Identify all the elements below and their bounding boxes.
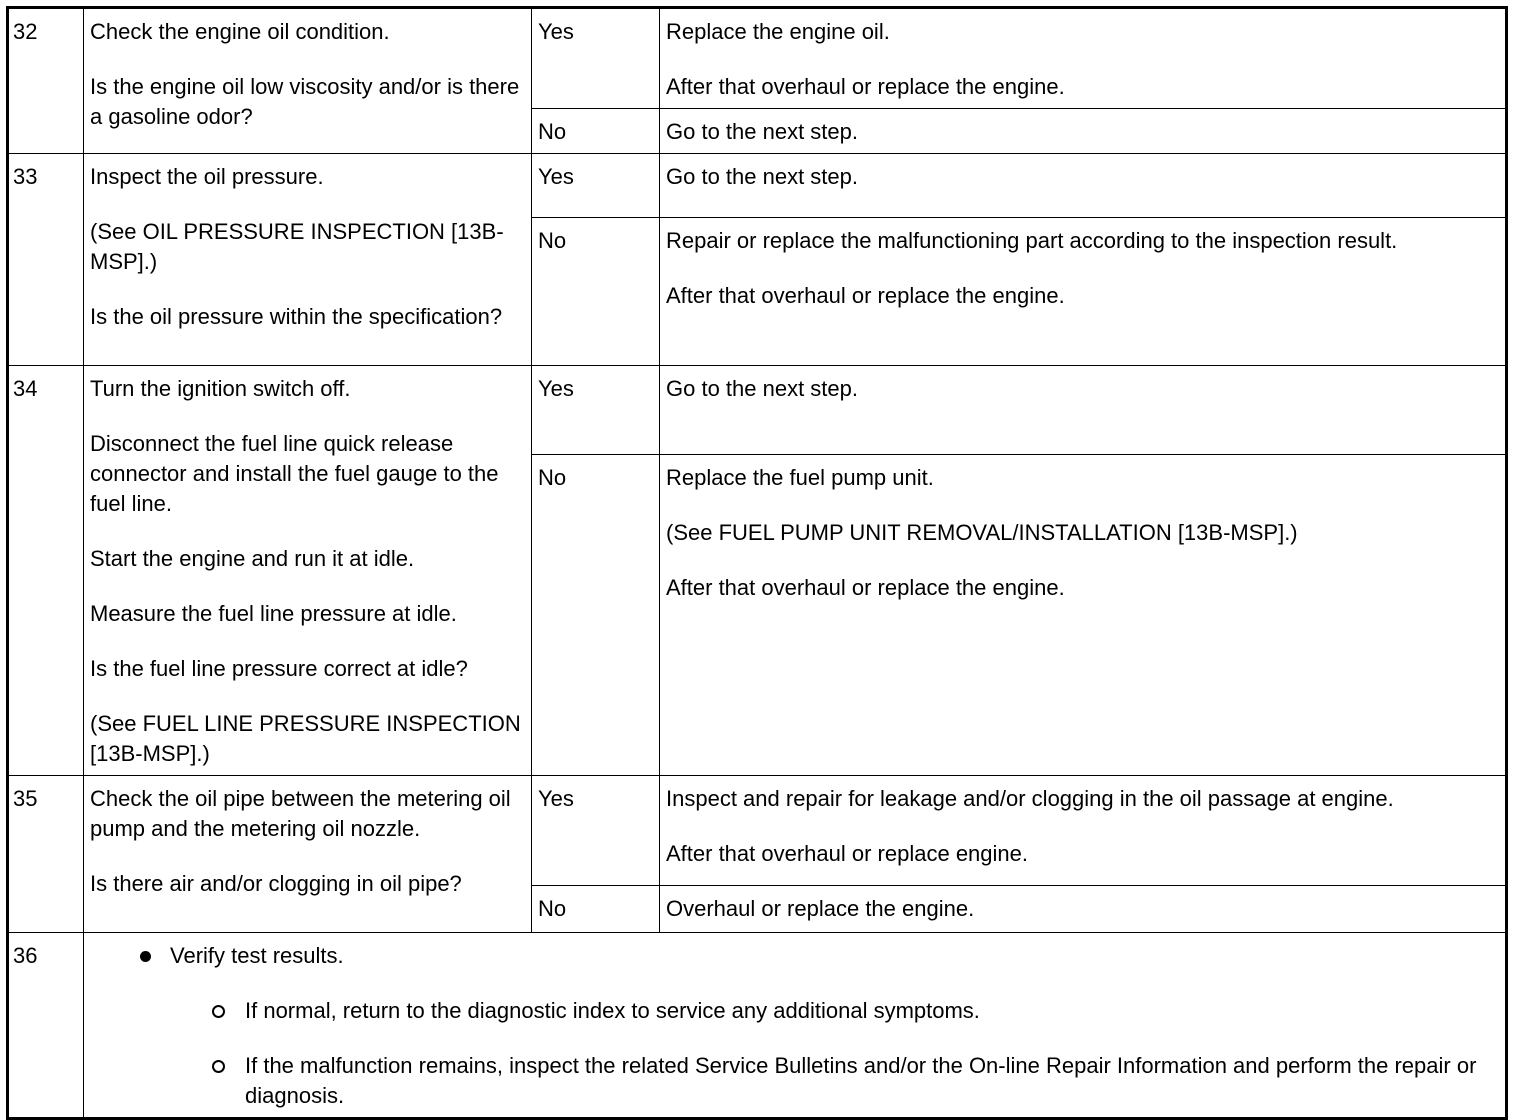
action-text: Start the engine and run it at idle.	[90, 546, 415, 571]
step-row-33	[8, 154, 1507, 218]
step-action	[84, 366, 532, 776]
result-text: Replace the engine oil.	[666, 19, 890, 44]
no-label: No	[532, 109, 660, 154]
step-action	[84, 8, 532, 154]
result-text: Go to the next step.	[666, 376, 859, 401]
step-number: 32	[8, 8, 84, 154]
no-result	[660, 454, 1507, 775]
bullet-list	[90, 941, 1499, 1111]
no-result	[660, 218, 1507, 366]
no-label: No	[532, 454, 660, 775]
action-text: Turn the ignition switch off.	[90, 376, 351, 401]
result-text: (See FUEL PUMP UNIT REMOVAL/INSTALLATION [13B-MSP].)	[666, 519, 1298, 545]
step-number: 34	[8, 366, 84, 776]
sub-bullet-list	[170, 996, 1499, 1111]
action-text: (See OIL PRESSURE INSPECTION [13B-MSP].)	[90, 219, 504, 274]
result-text: Go to the next step.	[666, 119, 859, 144]
bullet-item	[137, 941, 1499, 1111]
step-number: 35	[8, 776, 84, 933]
step-number: 33	[8, 154, 84, 366]
yes-label: Yes	[532, 154, 660, 218]
step-action	[84, 154, 532, 366]
action-text: Measure the fuel line pressure at idle.	[90, 601, 457, 626]
step-action	[84, 776, 532, 933]
no-label: No	[532, 886, 660, 933]
action-text: Is the fuel line pressure correct at idle?	[90, 656, 468, 681]
final-step-content	[84, 933, 1507, 1119]
step-row-36	[8, 933, 1507, 1119]
yes-label: Yes	[532, 366, 660, 455]
result-text: Go to the next step.	[666, 164, 859, 189]
action-text: Disconnect the fuel line quick release connector and install the fuel gauge to the fuel line.	[90, 431, 499, 516]
diagnostic-procedure-table	[6, 6, 1508, 1120]
sub-bullet-item: If normal, return to the diagnostic index to service any additional symptoms.	[212, 996, 1499, 1026]
yes-label: Yes	[532, 776, 660, 886]
no-result	[660, 886, 1507, 933]
result-text: Inspect and repair for leakage and/or clogging in the oil passage at engine.	[666, 786, 1394, 811]
result-text: After that overhaul or replace engine.	[666, 841, 1029, 866]
yes-result	[660, 776, 1507, 886]
action-text: Check the engine oil condition.	[90, 19, 390, 44]
step-number: 36	[8, 933, 84, 1119]
step-row-35	[8, 776, 1507, 886]
step-row-32	[8, 8, 1507, 109]
step-row-34	[8, 366, 1507, 455]
sub-bullet-item: If the malfunction remains, inspect the related Service Bulletins and/or the On-line Repair Information and perform the repair or diagnosis.	[212, 1051, 1499, 1111]
yes-result	[660, 8, 1507, 109]
action-text: Inspect the oil pressure.	[90, 164, 324, 189]
yes-label: Yes	[532, 8, 660, 109]
result-text: After that overhaul or replace the engine.	[666, 283, 1065, 308]
result-text: After that overhaul or replace the engine.	[666, 574, 1065, 600]
no-result	[660, 109, 1507, 154]
bullet-text: Verify test results.	[170, 943, 344, 968]
result-text: Repair or replace the malfunctioning part according to the inspection result.	[666, 228, 1398, 253]
action-text: Check the oil pipe between the metering oil pump and the metering oil nozzle.	[90, 786, 511, 841]
result-text: Replace the fuel pump unit.	[666, 464, 934, 490]
yes-result	[660, 154, 1507, 218]
action-text: (See FUEL LINE PRESSURE INSPECTION [13B-MSP].)	[90, 711, 521, 766]
action-text: Is the engine oil low viscosity and/or is there a gasoline odor?	[90, 74, 520, 129]
no-label: No	[532, 218, 660, 366]
yes-result	[660, 366, 1507, 455]
action-text: Is the oil pressure within the specification?	[90, 304, 503, 329]
result-text: After that overhaul or replace the engine.	[666, 74, 1065, 99]
result-text: Overhaul or replace the engine.	[666, 896, 975, 921]
action-text: Is there air and/or clogging in oil pipe?	[90, 871, 462, 896]
